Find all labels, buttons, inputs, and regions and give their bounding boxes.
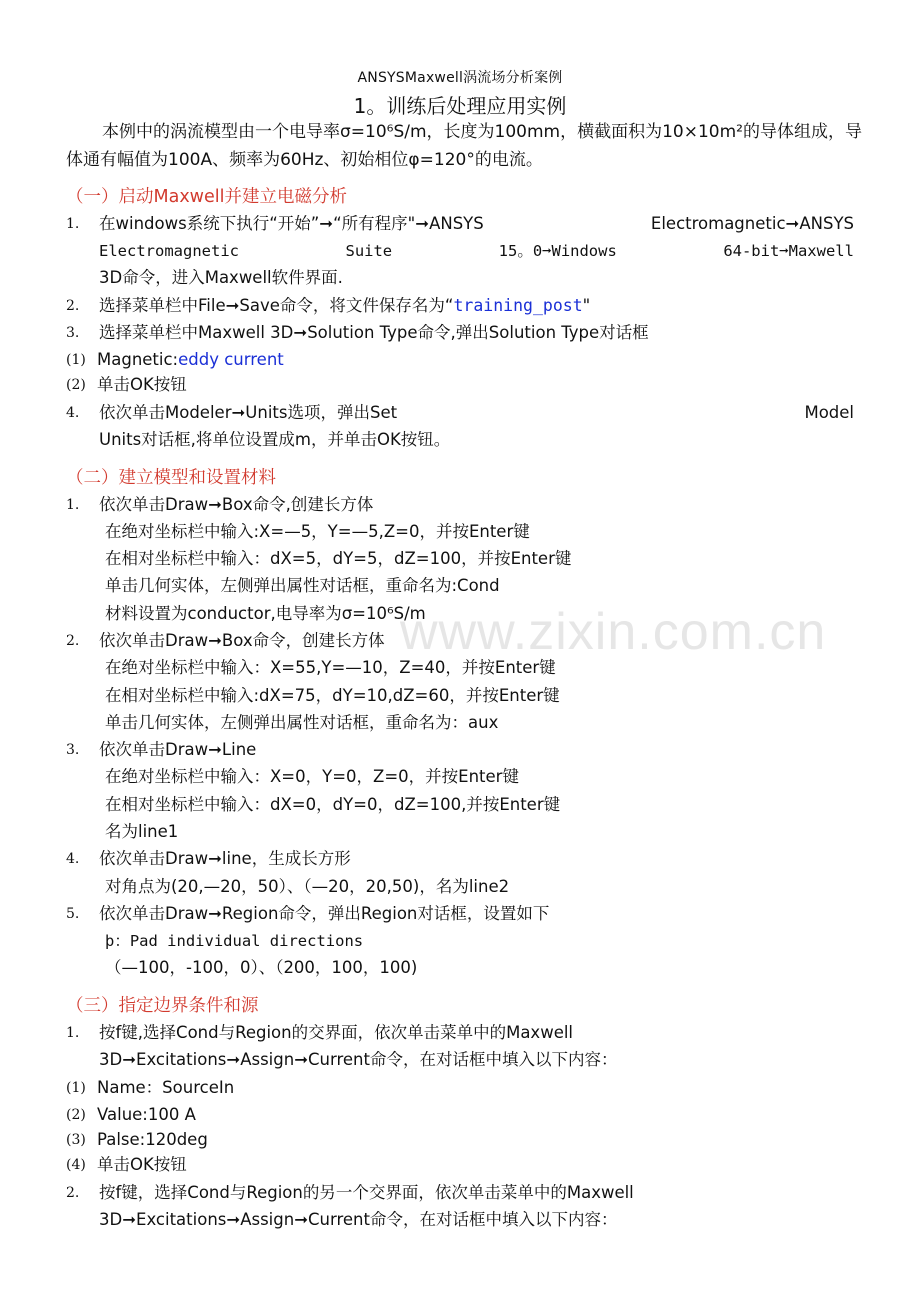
s2-item-3-line-2: 在相对坐标栏中输入：dX=0，dY=0，dZ=100,并按Enter键 xyxy=(105,795,561,814)
s2-item-3-line-1: 在绝对坐标栏中输入：X=0，Y=0，Z=0，并按Enter键 xyxy=(105,767,519,786)
s3-sub-3-number: (3) xyxy=(66,1132,86,1148)
s2-item-2-line-1: 在绝对坐标栏中输入：X=55,Y=—10，Z=40，并按Enter键 xyxy=(105,658,556,677)
s1-item-4-line-2: Units对话框,将单位设置成m，并单击OK按钮。 xyxy=(99,430,451,449)
s2-item-1-line-2: 在相对坐标栏中输入：dX=5，dY=5，dZ=100，并按Enter键 xyxy=(105,549,572,568)
solution-type-value: eddy current xyxy=(178,350,284,369)
s1-item-1-word-1: Electromagnetic xyxy=(99,242,239,260)
s3-sub-3-text: Palse:120deg xyxy=(97,1130,208,1149)
section-2-title: （二）建立模型和设置材料 xyxy=(66,468,276,488)
s2-item-1-number: 1. xyxy=(66,497,80,513)
s1-item-1-text-a: 在windows系统下执行“开始”➞“所有程序"➞ANSYS xyxy=(99,214,484,233)
s1-item-2-number: 2. xyxy=(66,298,80,314)
s2-item-3-text: 依次单击Draw➞Line xyxy=(99,740,257,759)
s1-item-4-number: 4. xyxy=(66,405,80,421)
s2-item-1-line-4: 材料设置为conductor,电导率为σ=10⁶S/m xyxy=(105,604,426,623)
s2-item-5-text: 依次单击Draw➞Region命令，弹出Region对话框，设置如下 xyxy=(99,904,550,923)
s2-item-4-text: 依次单击Draw➞line，生成长方形 xyxy=(99,849,351,868)
s2-item-2-text: 依次单击Draw➞Box命令，创建长方体 xyxy=(99,631,385,650)
s1-sub-2-number: (2) xyxy=(66,377,86,393)
file-name: training_post xyxy=(453,296,583,315)
s1-item-1-word-3: 15。0➞Windows xyxy=(498,242,617,260)
s1-item-4-text-b: Model xyxy=(804,403,854,422)
s1-item-1-text-b: Electromagnetic➞ANSYS xyxy=(650,214,854,233)
s1-item-1-number: 1. xyxy=(66,216,80,232)
s2-item-5-line-2: （—100，-100，0）、（200，100，100) xyxy=(105,958,418,977)
s2-item-1-line-1: 在绝对坐标栏中输入:X=—5，Y=—5,Z=0，并按Enter键 xyxy=(105,522,530,541)
s1-sub-2-text: 单击OK按钮 xyxy=(97,375,187,394)
s3-item-2-number: 2. xyxy=(66,1185,80,1201)
s1-item-1-word-4: 64-bit➞Maxwell xyxy=(723,242,854,260)
section-3-title: （三）指定边界条件和源 xyxy=(66,996,259,1016)
page-heading: 1。训练后处理应用实例 xyxy=(353,94,567,118)
s3-item-2-text: 按f键，选择Cond与Region的另一个交界面，依次单击菜单中的Maxwell xyxy=(99,1183,634,1202)
s3-item-1-text: 按f键,选择Cond与Region的交界面，依次单击菜单中的Maxwell xyxy=(99,1023,574,1042)
s2-item-2-number: 2. xyxy=(66,633,80,649)
s1-item-2-text: 选择菜单栏中File➞Save命令，将文件保存名为“ xyxy=(99,296,454,315)
s3-sub-4-text: 单击OK按钮 xyxy=(97,1155,187,1174)
s1-sub-1-number: (1) xyxy=(66,352,86,368)
s2-item-5-line-1: þ：Pad individual directions xyxy=(105,932,364,950)
s1-item-3-text: 选择菜单栏中Maxwell 3D➞Solution Type命令,弹出Solution Type对话框 xyxy=(99,323,649,342)
s3-sub-1-number: (1) xyxy=(66,1080,86,1096)
s2-item-5-number: 5. xyxy=(66,906,80,922)
s1-item-2-end: " xyxy=(582,296,591,315)
s1-item-1-line-3: 3D命令，进入Maxwell软件界面. xyxy=(99,268,343,287)
s2-item-1-line-3: 单击几何实体，左侧弹出属性对话框，重命名为:Cond xyxy=(105,576,500,595)
intro-paragraph: 本例中的涡流模型由一个电导率σ=10⁶S/m，长度为100mm，横截面积为10×10m²的导体组成，导体通有幅值为100A、频率为60Hz、初始相位φ=120°的电流。 xyxy=(66,122,862,170)
s3-item-2-line-2: 3D➞Excitations➞Assign➞Current命令，在对话框中填入以下内容： xyxy=(99,1210,618,1229)
document-title: ANSYSMaxwell涡流场分析案例 xyxy=(357,70,563,86)
s1-item-4-text-a: 依次单击Modeler➞Units选项，弹出Set xyxy=(99,403,398,422)
s2-item-2-line-2: 在相对坐标栏中输入:dX=75，dY=10,dZ=60，并按Enter键 xyxy=(105,686,560,705)
s3-sub-2-text: Value:100 A xyxy=(97,1105,196,1124)
s2-item-3-line-3: 名为line1 xyxy=(105,822,179,841)
s1-sub-1-label: Magnetic: xyxy=(97,350,179,369)
s3-sub-1-text: Name：SourceIn xyxy=(97,1078,235,1097)
s2-item-4-line-1: 对角点为(20,—20，50）、（—20，20,50)，名为line2 xyxy=(105,877,510,896)
s2-item-1-text: 依次单击Draw➞Box命令,创建长方体 xyxy=(99,495,374,514)
s1-item-3-number: 3. xyxy=(66,325,80,341)
watermark: www.zixin.com.cn xyxy=(400,603,827,661)
s3-sub-2-number: (2) xyxy=(66,1107,86,1123)
s2-item-3-number: 3. xyxy=(66,742,80,758)
s2-item-2-line-3: 单击几何实体，左侧弹出属性对话框，重命名为：aux xyxy=(105,713,499,732)
section-1-title: （一）启动Maxwell并建立电磁分析 xyxy=(66,187,347,207)
s1-item-1-word-2: Suite xyxy=(345,242,393,260)
s3-sub-4-number: (4) xyxy=(66,1157,86,1173)
s3-item-1-number: 1. xyxy=(66,1025,80,1041)
s3-item-1-line-2: 3D➞Excitations➞Assign➞Current命令，在对话框中填入以下内容： xyxy=(99,1050,618,1069)
s2-item-4-number: 4. xyxy=(66,851,80,867)
